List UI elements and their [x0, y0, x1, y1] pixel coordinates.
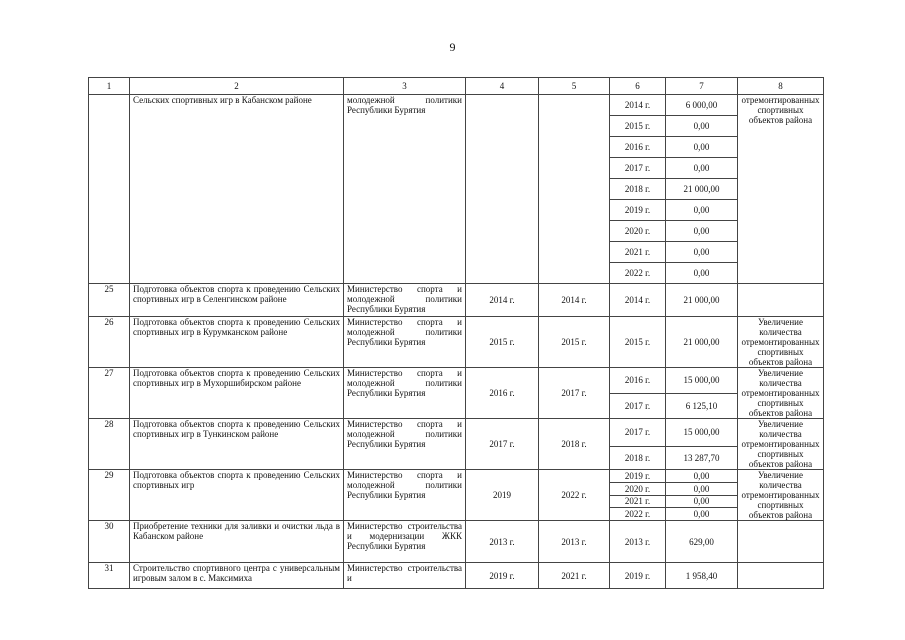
header-cell: 6: [610, 78, 666, 95]
measure-name: Сельских спортивных игр в Кабанском районе: [130, 95, 344, 284]
end-year: 2022 г.: [539, 470, 610, 521]
header-cell: 7: [666, 78, 738, 95]
result-cell: [738, 563, 824, 589]
row-number: 31: [89, 563, 130, 589]
ministry: молодежной политики Республики Бурятия: [344, 95, 466, 284]
year-cell: 2015 г.: [610, 116, 666, 137]
amount-cell: 13 287,70: [666, 446, 738, 469]
measure-name: Строительство спортивного центра с универсальным игровым залом в с. Максимиха: [130, 563, 344, 589]
amount-cell: 0,00: [666, 482, 738, 495]
page-number: 9: [449, 40, 456, 54]
table-row: [89, 521, 824, 563]
year-cell: 2014 г.: [610, 284, 666, 317]
amount-cell: 0,00: [666, 508, 738, 521]
measure-name: Подготовка объектов спорта к проведению Сельских спортивных игр в Мухоршибирском районе: [130, 368, 344, 419]
amount-cell: 0,00: [666, 470, 738, 483]
table-row: [89, 419, 824, 447]
header-cell: 3: [344, 78, 466, 95]
row-number: 26: [89, 317, 130, 368]
start-year: 2017 г.: [466, 419, 539, 470]
header-cell: 2: [130, 78, 344, 95]
ministry: Министерство строительства и: [344, 563, 466, 589]
year-cell: 2019 г.: [610, 563, 666, 589]
year-cell: 2015 г.: [610, 317, 666, 368]
row-number: 29: [89, 470, 130, 521]
amount-cell: 15 000,00: [666, 368, 738, 394]
amount-cell: 629,00: [666, 521, 738, 563]
amount-cell: 15 000,00: [666, 419, 738, 447]
row-number: [89, 95, 130, 284]
header-row: [89, 78, 824, 95]
row-number: 25: [89, 284, 130, 317]
amount-cell: 0,00: [666, 158, 738, 179]
start-year: 2014 г.: [466, 284, 539, 317]
year-cell: 2021 г.: [610, 242, 666, 263]
year-cell: 2017 г.: [610, 158, 666, 179]
row-number: 28: [89, 419, 130, 470]
start-year: 2013 г.: [466, 521, 539, 563]
start-year: 2019 г.: [466, 563, 539, 589]
amount-cell: 21 000,00: [666, 317, 738, 368]
start-year: [466, 95, 539, 284]
year-cell: 2022 г.: [610, 263, 666, 284]
table-row: [89, 317, 824, 368]
year-cell: 2017 г.: [610, 419, 666, 447]
measure-name: Подготовка объектов спорта к проведению Сельских спортивных игр: [130, 470, 344, 521]
result-cell: Увеличение количества отремонтированных спортивных объектов района: [738, 317, 824, 368]
year-cell: 2020 г.: [610, 221, 666, 242]
result-cell: отремонтированных спортивных объектов района: [738, 95, 824, 284]
year-cell: 2018 г.: [610, 446, 666, 469]
year-cell: 2013 г.: [610, 521, 666, 563]
header-cell: 4: [466, 78, 539, 95]
year-cell: 2020 г.: [610, 482, 666, 495]
table-row: [89, 368, 824, 394]
year-cell: 2019 г.: [610, 470, 666, 483]
result-cell: [738, 284, 824, 317]
amount-cell: 21 000,00: [666, 179, 738, 200]
amount-cell: 21 000,00: [666, 284, 738, 317]
table-row: [89, 284, 824, 317]
start-year: 2015 г.: [466, 317, 539, 368]
ministry: Министерство спорта и молодежной политики Республики Бурятия: [344, 419, 466, 470]
year-cell: 2018 г.: [610, 179, 666, 200]
result-cell: Увеличение количества отремонтированных спортивных объектов района: [738, 470, 824, 521]
amount-cell: 0,00: [666, 495, 738, 508]
year-cell: 2014 г.: [610, 95, 666, 116]
result-cell: [738, 521, 824, 563]
measure-name: Подготовка объектов спорта к проведению Сельских спортивных игр в Тункинском районе: [130, 419, 344, 470]
year-cell: 2016 г.: [610, 137, 666, 158]
measure-name: Подготовка объектов спорта к проведению Сельских спортивных игр в Курумканском районе: [130, 317, 344, 368]
ministry: Министерство спорта и молодежной политики Республики Бурятия: [344, 368, 466, 419]
end-year: 2013 г.: [539, 521, 610, 563]
amount-cell: 1 958,40: [666, 563, 738, 589]
end-year: 2017 г.: [539, 368, 610, 419]
amount-cell: 0,00: [666, 137, 738, 158]
end-year: 2021 г.: [539, 563, 610, 589]
end-year: [539, 95, 610, 284]
row-number: 30: [89, 521, 130, 563]
amount-cell: 0,00: [666, 116, 738, 137]
start-year: 2016 г.: [466, 368, 539, 419]
ministry: Министерство строительства и модернизации ЖКК Республики Бурятия: [344, 521, 466, 563]
year-cell: 2017 г.: [610, 393, 666, 419]
amount-cell: 6 125,10: [666, 393, 738, 419]
amount-cell: 0,00: [666, 221, 738, 242]
program-table: [88, 77, 824, 589]
amount-cell: 0,00: [666, 242, 738, 263]
year-cell: 2022 г.: [610, 508, 666, 521]
row-number: 27: [89, 368, 130, 419]
start-year: 2019: [466, 470, 539, 521]
table-row: [89, 95, 824, 116]
year-cell: 2019 г.: [610, 200, 666, 221]
result-cell: Увеличение количества отремонтированных спортивных объектов района: [738, 419, 824, 470]
ministry: Министерство спорта и молодежной политики Республики Бурятия: [344, 284, 466, 317]
year-cell: 2016 г.: [610, 368, 666, 394]
result-cell: Увеличение количества отремонтированных спортивных объектов района: [738, 368, 824, 419]
amount-cell: 0,00: [666, 263, 738, 284]
amount-cell: 6 000,00: [666, 95, 738, 116]
end-year: 2014 г.: [539, 284, 610, 317]
table-row: [89, 470, 824, 483]
header-cell: 1: [89, 78, 130, 95]
measure-name: Подготовка объектов спорта к проведению Сельских спортивных игр в Селенгинском районе: [130, 284, 344, 317]
end-year: 2018 г.: [539, 419, 610, 470]
end-year: 2015 г.: [539, 317, 610, 368]
table-row: [89, 563, 824, 589]
year-cell: 2021 г.: [610, 495, 666, 508]
ministry: Министерство спорта и молодежной политики Республики Бурятия: [344, 317, 466, 368]
header-cell: 5: [539, 78, 610, 95]
ministry: Министерство спорта и молодежной политики Республики Бурятия: [344, 470, 466, 521]
measure-name: Приобретение техники для заливки и очистки льда в Кабанском районе: [130, 521, 344, 563]
header-cell: 8: [738, 78, 824, 95]
amount-cell: 0,00: [666, 200, 738, 221]
